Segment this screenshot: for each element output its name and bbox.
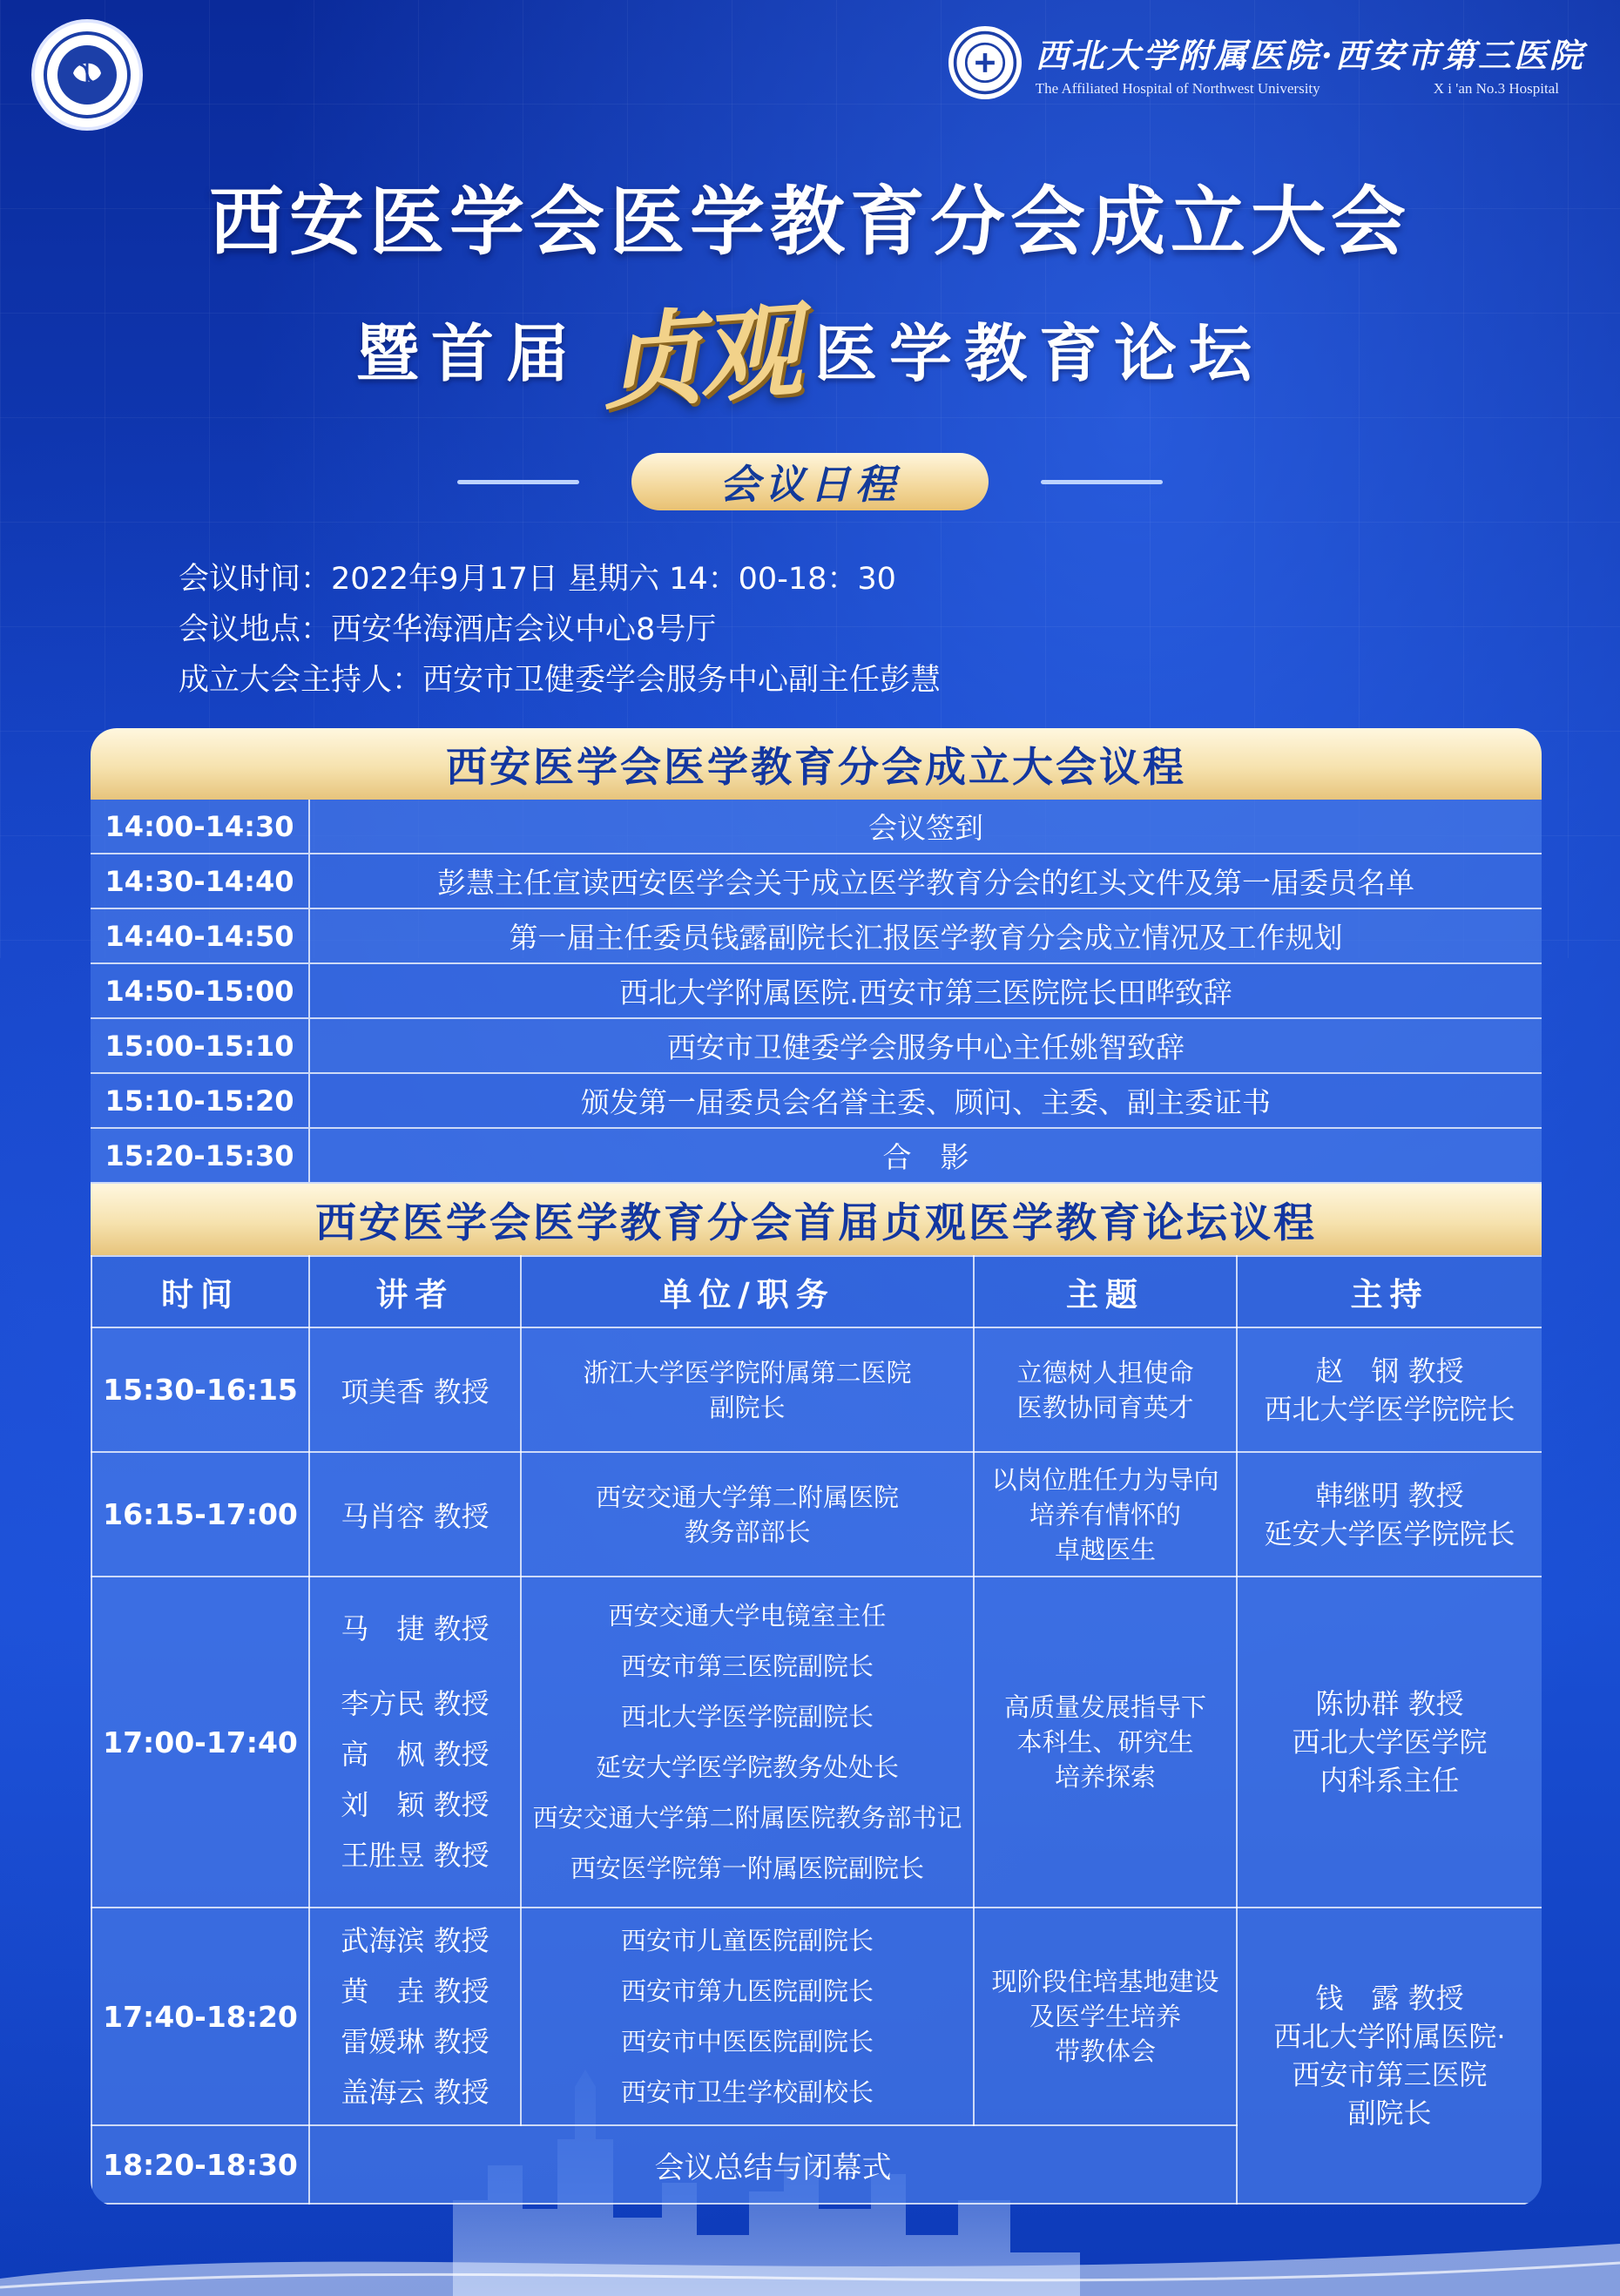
table-row [91, 800, 1542, 854]
topic-line: 带教体会 [1054, 2036, 1156, 2066]
topic-line: 医教协同育英才 [1016, 1392, 1194, 1422]
unit-line: 西安交通大学第二附属医院 [595, 1482, 899, 1512]
session-unit [521, 1452, 974, 1577]
host-line: 西北大学医学院院长 [1264, 1392, 1515, 1426]
unit-line: 西安市中医医院副院长 [620, 2027, 874, 2056]
header-time: 时间 [91, 1256, 309, 1327]
host-line: 钱 露 教授 [1315, 1982, 1464, 2015]
unit-line: 副院长 [709, 1392, 786, 1422]
topic-line: 以岗位胜任力为导向 [991, 1464, 1219, 1495]
session-unit [521, 1327, 974, 1452]
host-line: 西北大学医学院 [1292, 1725, 1488, 1759]
session-speaker: 项美香 教授 [309, 1327, 521, 1452]
host-line: 西北大学附属医院· [1273, 2020, 1506, 2053]
table-row [91, 1019, 1542, 1074]
society-logo [31, 19, 143, 131]
row-item: 颁发第一届委员会名誉主委、顾问、主委、副主委证书 [581, 1085, 1271, 1119]
session-speakers [309, 1908, 521, 2125]
host-line: 延安大学医学院院长 [1264, 1516, 1515, 1550]
header-speaker: 讲者 [309, 1256, 521, 1327]
session-host [1237, 1908, 1542, 2204]
topic-line: 本科生、研究生 [1016, 1727, 1194, 1757]
row-time: 15:10-15:20 [91, 1074, 310, 1127]
session-topic [974, 1577, 1237, 1908]
hospital-name-cn: 西北大学附属医院·西安市第三医院 [1035, 35, 1585, 75]
topic-line: 及医学生培养 [1029, 2002, 1181, 2031]
unit-line: 西安医学院第一附属医院副院长 [570, 1854, 924, 1883]
row-time: 15:20-15:30 [91, 1129, 310, 1182]
session-host [1237, 1327, 1542, 1452]
divider-line-left [457, 480, 579, 484]
closing-item: 会议总结与闭幕式 [309, 2125, 1237, 2204]
speaker-name: 马 捷 教授 [341, 1612, 489, 1645]
session-units [521, 1577, 974, 1908]
speaker-name: 刘 颖 教授 [341, 1788, 489, 1821]
table-row [91, 1327, 1542, 1452]
table-row [91, 854, 1542, 909]
host-line: 西安市第三医院 [1292, 2058, 1488, 2091]
unit-line: 西安交通大学电镜室主任 [608, 1601, 887, 1631]
host-line: 副院长 [1347, 2097, 1432, 2130]
unit-line: 延安大学医学院教务处处长 [595, 1752, 899, 1782]
session-time: 16:15-17:00 [91, 1452, 309, 1577]
hospital-header [948, 26, 1585, 99]
subtitle [0, 274, 1620, 422]
row-time: 14:40-14:50 [91, 909, 310, 962]
host-line: 赵 钢 教授 [1315, 1354, 1464, 1388]
table-row [91, 964, 1542, 1019]
row-time: 14:50-15:00 [91, 964, 310, 1017]
topic-line: 立德树人担使命 [1016, 1357, 1194, 1388]
host-line: 内科系主任 [1320, 1764, 1460, 1797]
founding-agenda-title: 西安医学会医学教育分会成立大会议程 [91, 728, 1542, 800]
host-line: 韩继明 教授 [1315, 1478, 1464, 1512]
divider-line-right [1041, 480, 1163, 484]
row-item: 西安市卫健委学会服务中心主任姚智致辞 [667, 1030, 1185, 1064]
session-host [1237, 1577, 1542, 1908]
closing-time: 18:20-18:30 [91, 2125, 309, 2204]
meeting-time: 会议时间：2022年9月17日 星期六 14：00-18：30 [179, 562, 896, 597]
society-emblem-icon [42, 30, 132, 120]
session-topic [974, 1908, 1237, 2125]
topic-line: 高质量发展指导下 [1003, 1692, 1206, 1722]
hospital-name-en-left: The Affiliated Hospital of Northwest University [1035, 79, 1320, 97]
header-topic: 主题 [974, 1256, 1237, 1327]
subtitle-right: 医学教育论坛 [814, 317, 1265, 390]
meeting-info [179, 554, 941, 706]
forum-agenda-title: 西安医学会医学教育分会首届贞观医学教育论坛议程 [91, 1184, 1542, 1255]
hospital-name-en-right: X i 'an No.3 Hospital [1433, 79, 1559, 97]
forum-agenda-table [91, 1255, 1542, 2205]
row-item: 第一届主任委员钱露副院长汇报医学教育分会成立情况及工作规划 [509, 921, 1343, 955]
header-host: 主持 [1237, 1256, 1542, 1327]
row-item: 彭慧主任宣读西安医学会关于成立医学教育分会的红头文件及第一届委员名单 [437, 866, 1414, 900]
table-header-row [91, 1256, 1542, 1327]
row-item: 合 影 [882, 1140, 969, 1174]
speaker-name: 李方民 教授 [341, 1687, 489, 1720]
meeting-host: 成立大会主持人：西安市卫健委学会服务中心副主任彭慧 [179, 663, 942, 698]
table-row [91, 1908, 1542, 2125]
agenda-label-row [0, 453, 1620, 510]
session-time: 15:30-16:15 [91, 1327, 309, 1452]
unit-line: 西安市儿童医院副院长 [620, 1926, 874, 1955]
main-title: 西安医学会医学教育分会成立大会 [209, 179, 1411, 266]
topic-line: 培养探索 [1054, 1762, 1156, 1792]
session-topic [974, 1452, 1237, 1577]
unit-line: 西安市第九医院副院长 [620, 1976, 874, 2006]
subtitle-left: 暨首届 [355, 317, 581, 390]
row-time: 14:00-14:30 [91, 800, 310, 853]
session-speaker: 马肖容 教授 [309, 1452, 521, 1577]
session-units [521, 1908, 974, 2125]
unit-line: 西安市卫生学校副校长 [620, 2077, 874, 2107]
session-time: 17:40-18:20 [91, 1908, 309, 2125]
host-line: 陈协群 教授 [1315, 1687, 1464, 1720]
speaker-name: 武海滨 教授 [341, 1924, 489, 1957]
speaker-name: 盖海云 教授 [341, 2076, 489, 2109]
meeting-place: 会议地点：西安华海酒店会议中心8号厅 [179, 612, 717, 647]
table-row [91, 1129, 1542, 1184]
founding-agenda-table [91, 800, 1542, 1184]
session-speakers [309, 1577, 521, 1908]
row-time: 14:30-14:40 [91, 854, 310, 908]
unit-line: 教务部部长 [684, 1516, 811, 1547]
row-time: 15:00-15:10 [91, 1019, 310, 1072]
hospital-seal-icon [948, 26, 1022, 99]
session-time: 17:00-17:40 [91, 1577, 309, 1908]
agenda-card [91, 728, 1542, 2206]
agenda-label-pill: 会议日程 [631, 453, 989, 510]
topic-line: 培养有情怀的 [1029, 1499, 1181, 1530]
speaker-name: 高 枫 教授 [341, 1738, 489, 1771]
unit-line: 西安交通大学第二附属医院教务部书记 [532, 1803, 962, 1833]
speaker-name: 黄 垚 教授 [341, 1975, 489, 2008]
zhenguan-calligraphy: 贞观 [597, 289, 800, 424]
unit-line: 西北大学医学院副院长 [620, 1702, 874, 1732]
header-unit: 单位/职务 [521, 1256, 974, 1327]
table-row [91, 909, 1542, 964]
table-row [91, 1452, 1542, 1577]
table-row [91, 1074, 1542, 1129]
row-item: 西北大学附属医院.西安市第三医院院长田晔致辞 [619, 976, 1232, 1010]
table-row [91, 1577, 1542, 1908]
row-item: 会议签到 [868, 811, 983, 845]
speaker-name: 王胜昱 教授 [341, 1839, 489, 1872]
unit-line: 浙江大学医学院附属第二医院 [583, 1357, 912, 1388]
speaker-name: 雷媛琳 教授 [341, 2025, 489, 2058]
session-topic [974, 1327, 1237, 1452]
topic-line: 现阶段住培基地建设 [991, 1967, 1219, 1996]
unit-line: 西安市第三医院副院长 [620, 1651, 874, 1681]
topic-line: 卓越医生 [1054, 1534, 1156, 1564]
session-host [1237, 1452, 1542, 1577]
